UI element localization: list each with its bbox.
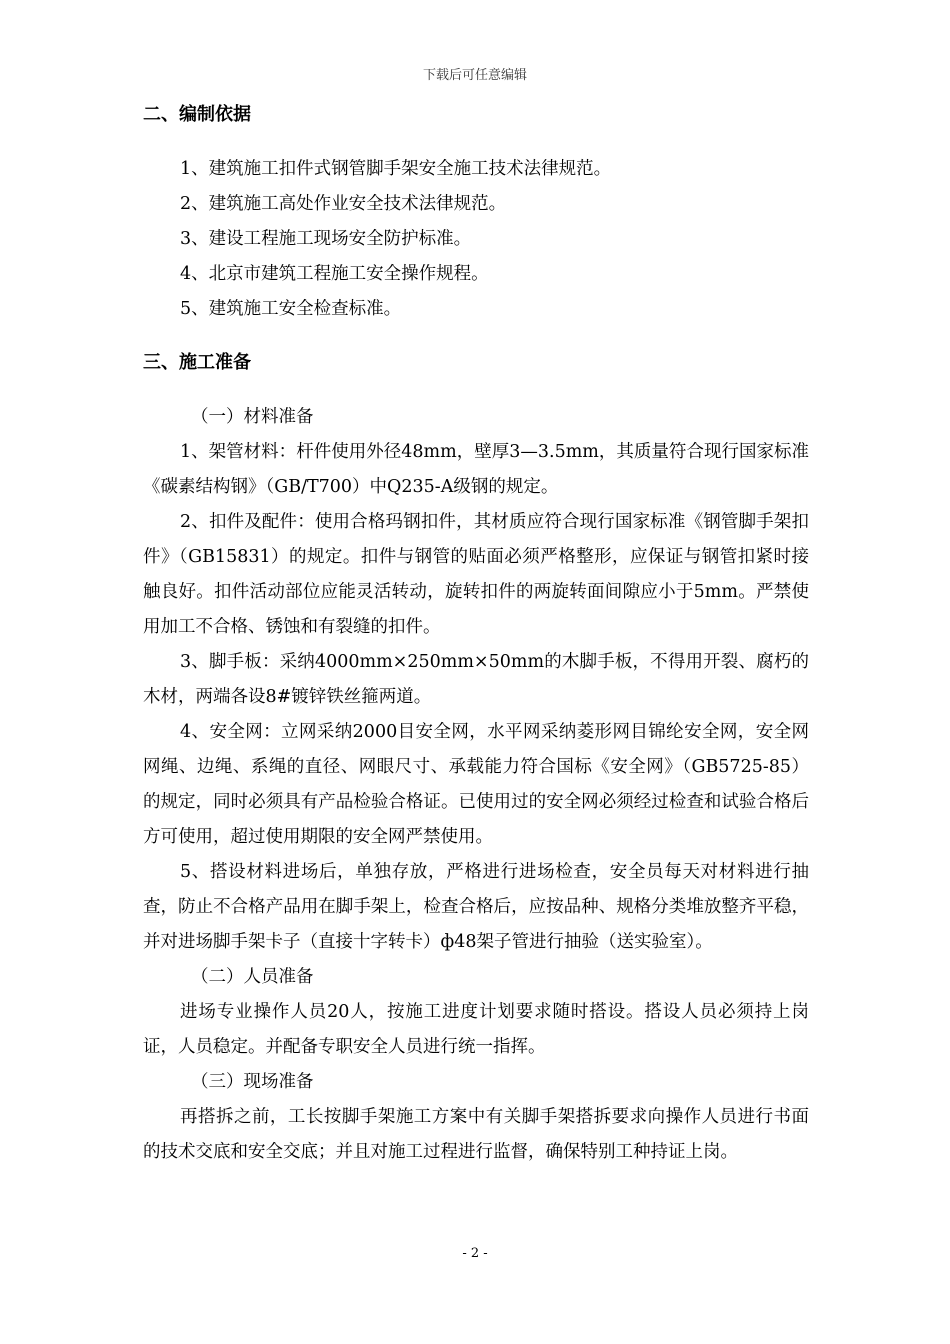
basis-item: 3、建设工程施工现场安全防护标准。 xyxy=(180,229,472,249)
document-body xyxy=(143,100,809,1170)
subsection-title-personnel: （二）人员准备 xyxy=(191,967,314,987)
basis-item: 5、建筑施工安全检查标准。 xyxy=(180,299,402,319)
paragraph: 2、扣件及配件：使用合格玛钢扣件，其材质应符合现行国家标准《钢管脚手架扣件》（GB15831）的规定。扣件与钢管的贴面必须严格整形，应保证与钢管扣紧时接触良好。扣件活动部位应能灵活转动，旋转扣件的两旋转面间隙应小于5mm。严禁使用加工不合格、锈蚀和有裂缝的扣件。 xyxy=(143,512,809,637)
site-section xyxy=(143,1065,809,1170)
page-number: - 2 - xyxy=(462,1246,488,1261)
basis-list xyxy=(143,152,809,327)
subsection-title-materials: （一）材料准备 xyxy=(191,407,314,427)
section-heading-preparation: 三、施工准备 xyxy=(143,352,251,373)
paragraph: 5、搭设材料进场后，单独存放，严格进行进场检查，安全员每天对材料进行抽查，防止不合格产品用在脚手架上，检查合格后，应按品种、规格分类堆放整齐平稳，并对进场脚手架卡子（直接十字转卡）ф48架子管进行抽验（送实验室）。 xyxy=(143,862,809,952)
basis-item: 2、建筑施工高处作业安全技术法律规范。 xyxy=(180,194,507,214)
page-header: 下载后可任意编辑 xyxy=(422,68,527,83)
paragraph: 1、架管材料：杆件使用外径48mm，壁厚3—3.5mm，其质量符合现行国家标准《碳素结构钢》（GB/T700）中Q235-A级钢的规定。 xyxy=(143,442,809,497)
materials-section xyxy=(143,400,809,960)
personnel-section xyxy=(143,960,809,1065)
basis-item: 4、北京市建筑工程施工安全操作规程。 xyxy=(180,264,489,284)
paragraph: 进场专业操作人员20人，按施工进度计划要求随时搭设。搭设人员必须持上岗证，人员稳定。并配备专职安全人员进行统一指挥。 xyxy=(143,1002,809,1057)
subsection-title-site: （三）现场准备 xyxy=(191,1072,314,1092)
paragraph: 4、安全网：立网采纳2000目安全网，水平网采纳菱形网目锦纶安全网，安全网网绳、边绳、系绳的直径、网眼尺寸、承载能力符合国标《安全网》（GB5725-85）的规定，同时必须具有产品检验合格证。已使用过的安全网必须经过检查和试验合格后方可使用，超过使用期限的安全网严禁使用。 xyxy=(143,722,809,847)
paragraph: 再搭拆之前，工长按脚手架施工方案中有关脚手架搭拆要求向操作人员进行书面的技术交底和安全交底；并且对施工过程进行监督，确保特别工种持证上岗。 xyxy=(143,1107,809,1162)
section-heading-basis: 二、编制依据 xyxy=(143,104,251,125)
paragraph: 3、脚手板：采纳4000mm×250mm×50mm的木脚手板，不得用开裂、腐朽的木材，两端各设8#镀锌铁丝箍两道。 xyxy=(143,652,809,707)
basis-item: 1、建筑施工扣件式钢管脚手架安全施工技术法律规范。 xyxy=(180,159,612,179)
